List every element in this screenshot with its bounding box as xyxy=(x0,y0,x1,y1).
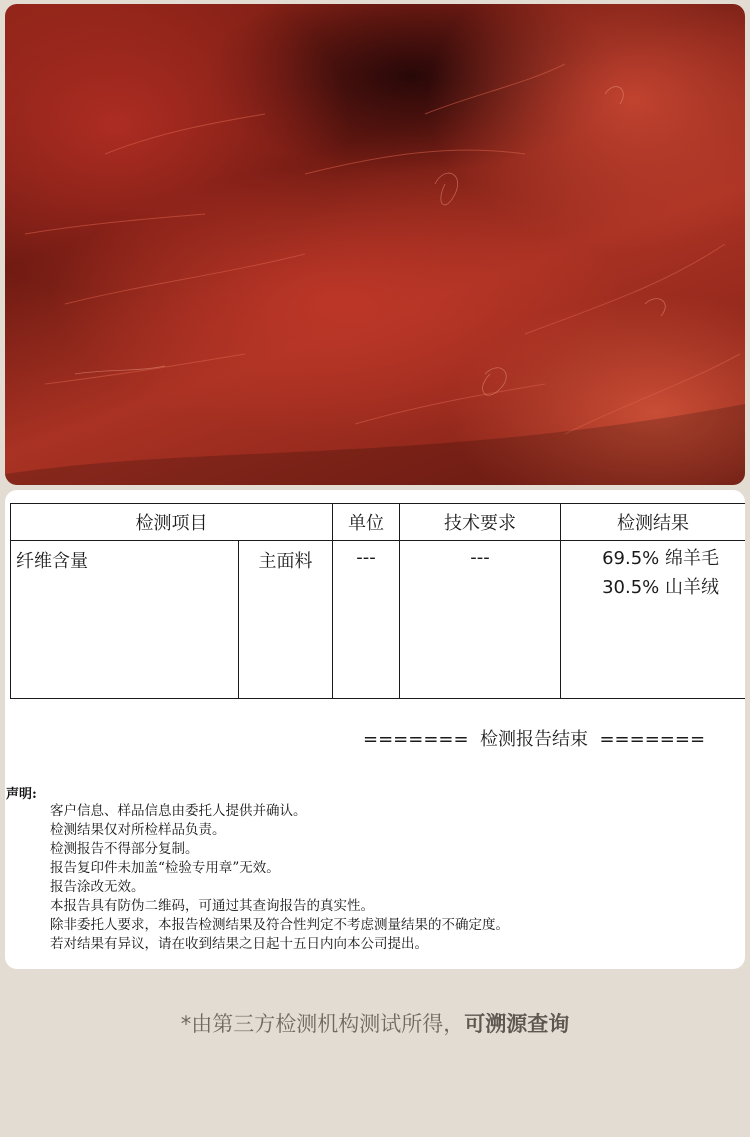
cell-item: 纤维含量 xyxy=(11,541,239,699)
header-requirement: 技术要求 xyxy=(400,504,561,541)
footnote-text: *由第三方检测机构测试所得， xyxy=(180,1012,465,1036)
cell-requirement: --- xyxy=(400,541,561,699)
list-item: 报告涂改无效。 xyxy=(50,879,145,895)
third-party-footnote xyxy=(0,1008,750,1038)
list-item: 若对结果有异议，请在收到结果之日起十五日内向本公司提出。 xyxy=(50,936,428,952)
result-cashmere: 30.5% 山羊绒 xyxy=(602,577,719,598)
header-item: 检测项目 xyxy=(11,504,333,541)
sweater-fabric-photo xyxy=(5,4,745,485)
header-unit: 单位 xyxy=(333,504,400,541)
table-row xyxy=(11,541,746,699)
cell-sub-item: 主面料 xyxy=(239,541,333,699)
list-item: 报告复印件未加盖“检验专用章”无效。 xyxy=(50,860,280,876)
list-item: 检测报告不得部分复制。 xyxy=(50,841,199,857)
list-item: 检测结果仅对所检样品负责。 xyxy=(50,822,226,838)
list-item: 客户信息、样品信息由委托人提供并确认。 xyxy=(50,803,307,819)
header-result: 检测结果 xyxy=(561,504,746,541)
fabric-texture xyxy=(5,4,745,485)
list-item: 除非委托人要求，本报告检测结果及符合性判定不考虑测量结果的不确定度。 xyxy=(50,917,509,933)
footnote-traceable: 可溯源查询 xyxy=(464,1012,570,1036)
table-header-row xyxy=(11,504,746,541)
cell-unit: --- xyxy=(333,541,400,699)
test-report-table xyxy=(10,503,745,699)
list-item: 本报告具有防伪二维码，可通过其查询报告的真实性。 xyxy=(50,898,374,914)
declaration-title: 声明: xyxy=(6,787,37,802)
test-report-card xyxy=(5,490,745,969)
result-wool: 69.5% 绵羊毛 xyxy=(602,548,719,569)
report-end-marker: ======= 检测报告结束 ======= xyxy=(363,729,706,750)
cell-results xyxy=(561,541,746,699)
declaration-list xyxy=(50,802,509,954)
